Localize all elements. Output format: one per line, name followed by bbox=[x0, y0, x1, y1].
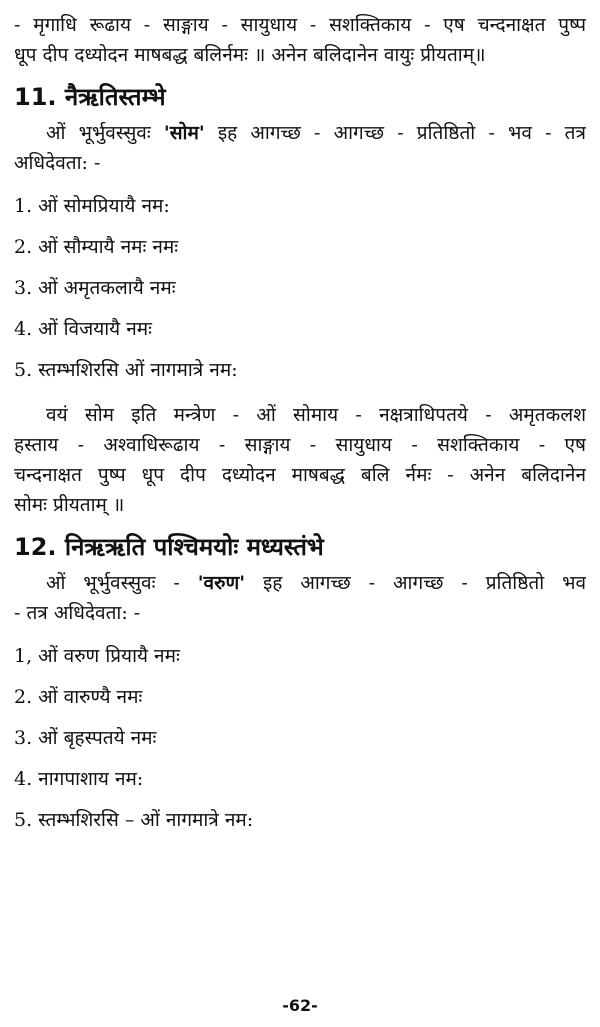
closing-paragraph bbox=[14, 400, 586, 520]
list-item: 5. स्तम्भशिरसि ओं नागमात्रे नम: bbox=[14, 359, 238, 381]
invocation-post: इह आगच्छ - आगच्छ - प्रतिष्ठितो भव bbox=[245, 572, 586, 594]
list-item: 4. नागपाशाय नम: bbox=[14, 768, 144, 790]
text-line: - मृगाधि रूढाय - साङ्गाय - सायुधाय - सशक्तिकाय - एष चन्दनाक्षत पुष्प bbox=[14, 14, 586, 36]
mantra-list bbox=[14, 188, 586, 388]
deity-name: 'वरुण' bbox=[197, 572, 246, 594]
deity-name: 'सोम' bbox=[163, 122, 205, 144]
text-line: सोमः प्रीयताम् ॥ bbox=[14, 494, 125, 516]
list-item: 2. ओं सौम्यायै नमः नमः bbox=[14, 236, 179, 258]
invocation-paragraph bbox=[14, 568, 586, 628]
text-line: - तत्र अधिदेवता: - bbox=[14, 602, 141, 624]
list-item: 1, ओं वरुण प्रियायै नमः bbox=[14, 645, 180, 667]
invocation-paragraph bbox=[14, 118, 586, 178]
invocation-post: इह आगच्छ - आगच्छ - प्रतिष्ठितो - भव - तत्र bbox=[204, 122, 586, 144]
list-item: 3. ओं बृहस्पतये नमः bbox=[14, 727, 157, 749]
text-line: हस्ताय - अश्वाधिरूढाय - साङ्गाय - सायुधाय - सशक्तिकाय - एष bbox=[14, 434, 586, 456]
list-item: 4. ओं विजयायै नमः bbox=[14, 318, 152, 340]
section-heading: 11. नैऋतिस्तम्भे bbox=[14, 83, 166, 111]
section-12 bbox=[14, 530, 586, 838]
list-item: 3. ओं अमृतकलायै नमः bbox=[14, 277, 176, 299]
text-line: धूप दीप दध्योदन माषबद्ध बलिर्नमः ॥ अनेन बलिदानेन वायुः प्रीयताम्॥ bbox=[14, 44, 486, 66]
invocation-pre: ओं भूर्भुवस्सुवः - bbox=[46, 572, 198, 594]
invocation-line bbox=[14, 118, 586, 148]
list-item: 2. ओं वारुण्यै नमः bbox=[14, 686, 143, 708]
text-line: चन्दनाक्षत पुष्प धूप दीप दध्योदन माषबद्ध बलि र्नमः - अनेन बलिदानेन bbox=[14, 464, 586, 486]
section-heading: 12. निऋऋति पश्चिमयोः मध्यस्तंभे bbox=[14, 533, 324, 561]
page-number: -62- bbox=[282, 996, 318, 1015]
list-item: 1. ओं सोमप्रियायै नम: bbox=[14, 195, 170, 217]
section-11 bbox=[14, 80, 586, 520]
mantra-list bbox=[14, 638, 586, 838]
text-line: अधिदेवता: - bbox=[14, 152, 101, 174]
intro-paragraph bbox=[14, 10, 586, 70]
list-item: 5. स्तम्भशिरसि – ओं नागमात्रे नम: bbox=[14, 809, 254, 831]
invocation-line bbox=[14, 568, 586, 598]
text-line: वयं सोम इति मन्त्रेण - ओं सोमाय - नक्षत्राधिपतये - अमृतकलश bbox=[46, 404, 586, 426]
invocation-pre: ओं भूर्भुवस्सुवः bbox=[46, 122, 164, 144]
